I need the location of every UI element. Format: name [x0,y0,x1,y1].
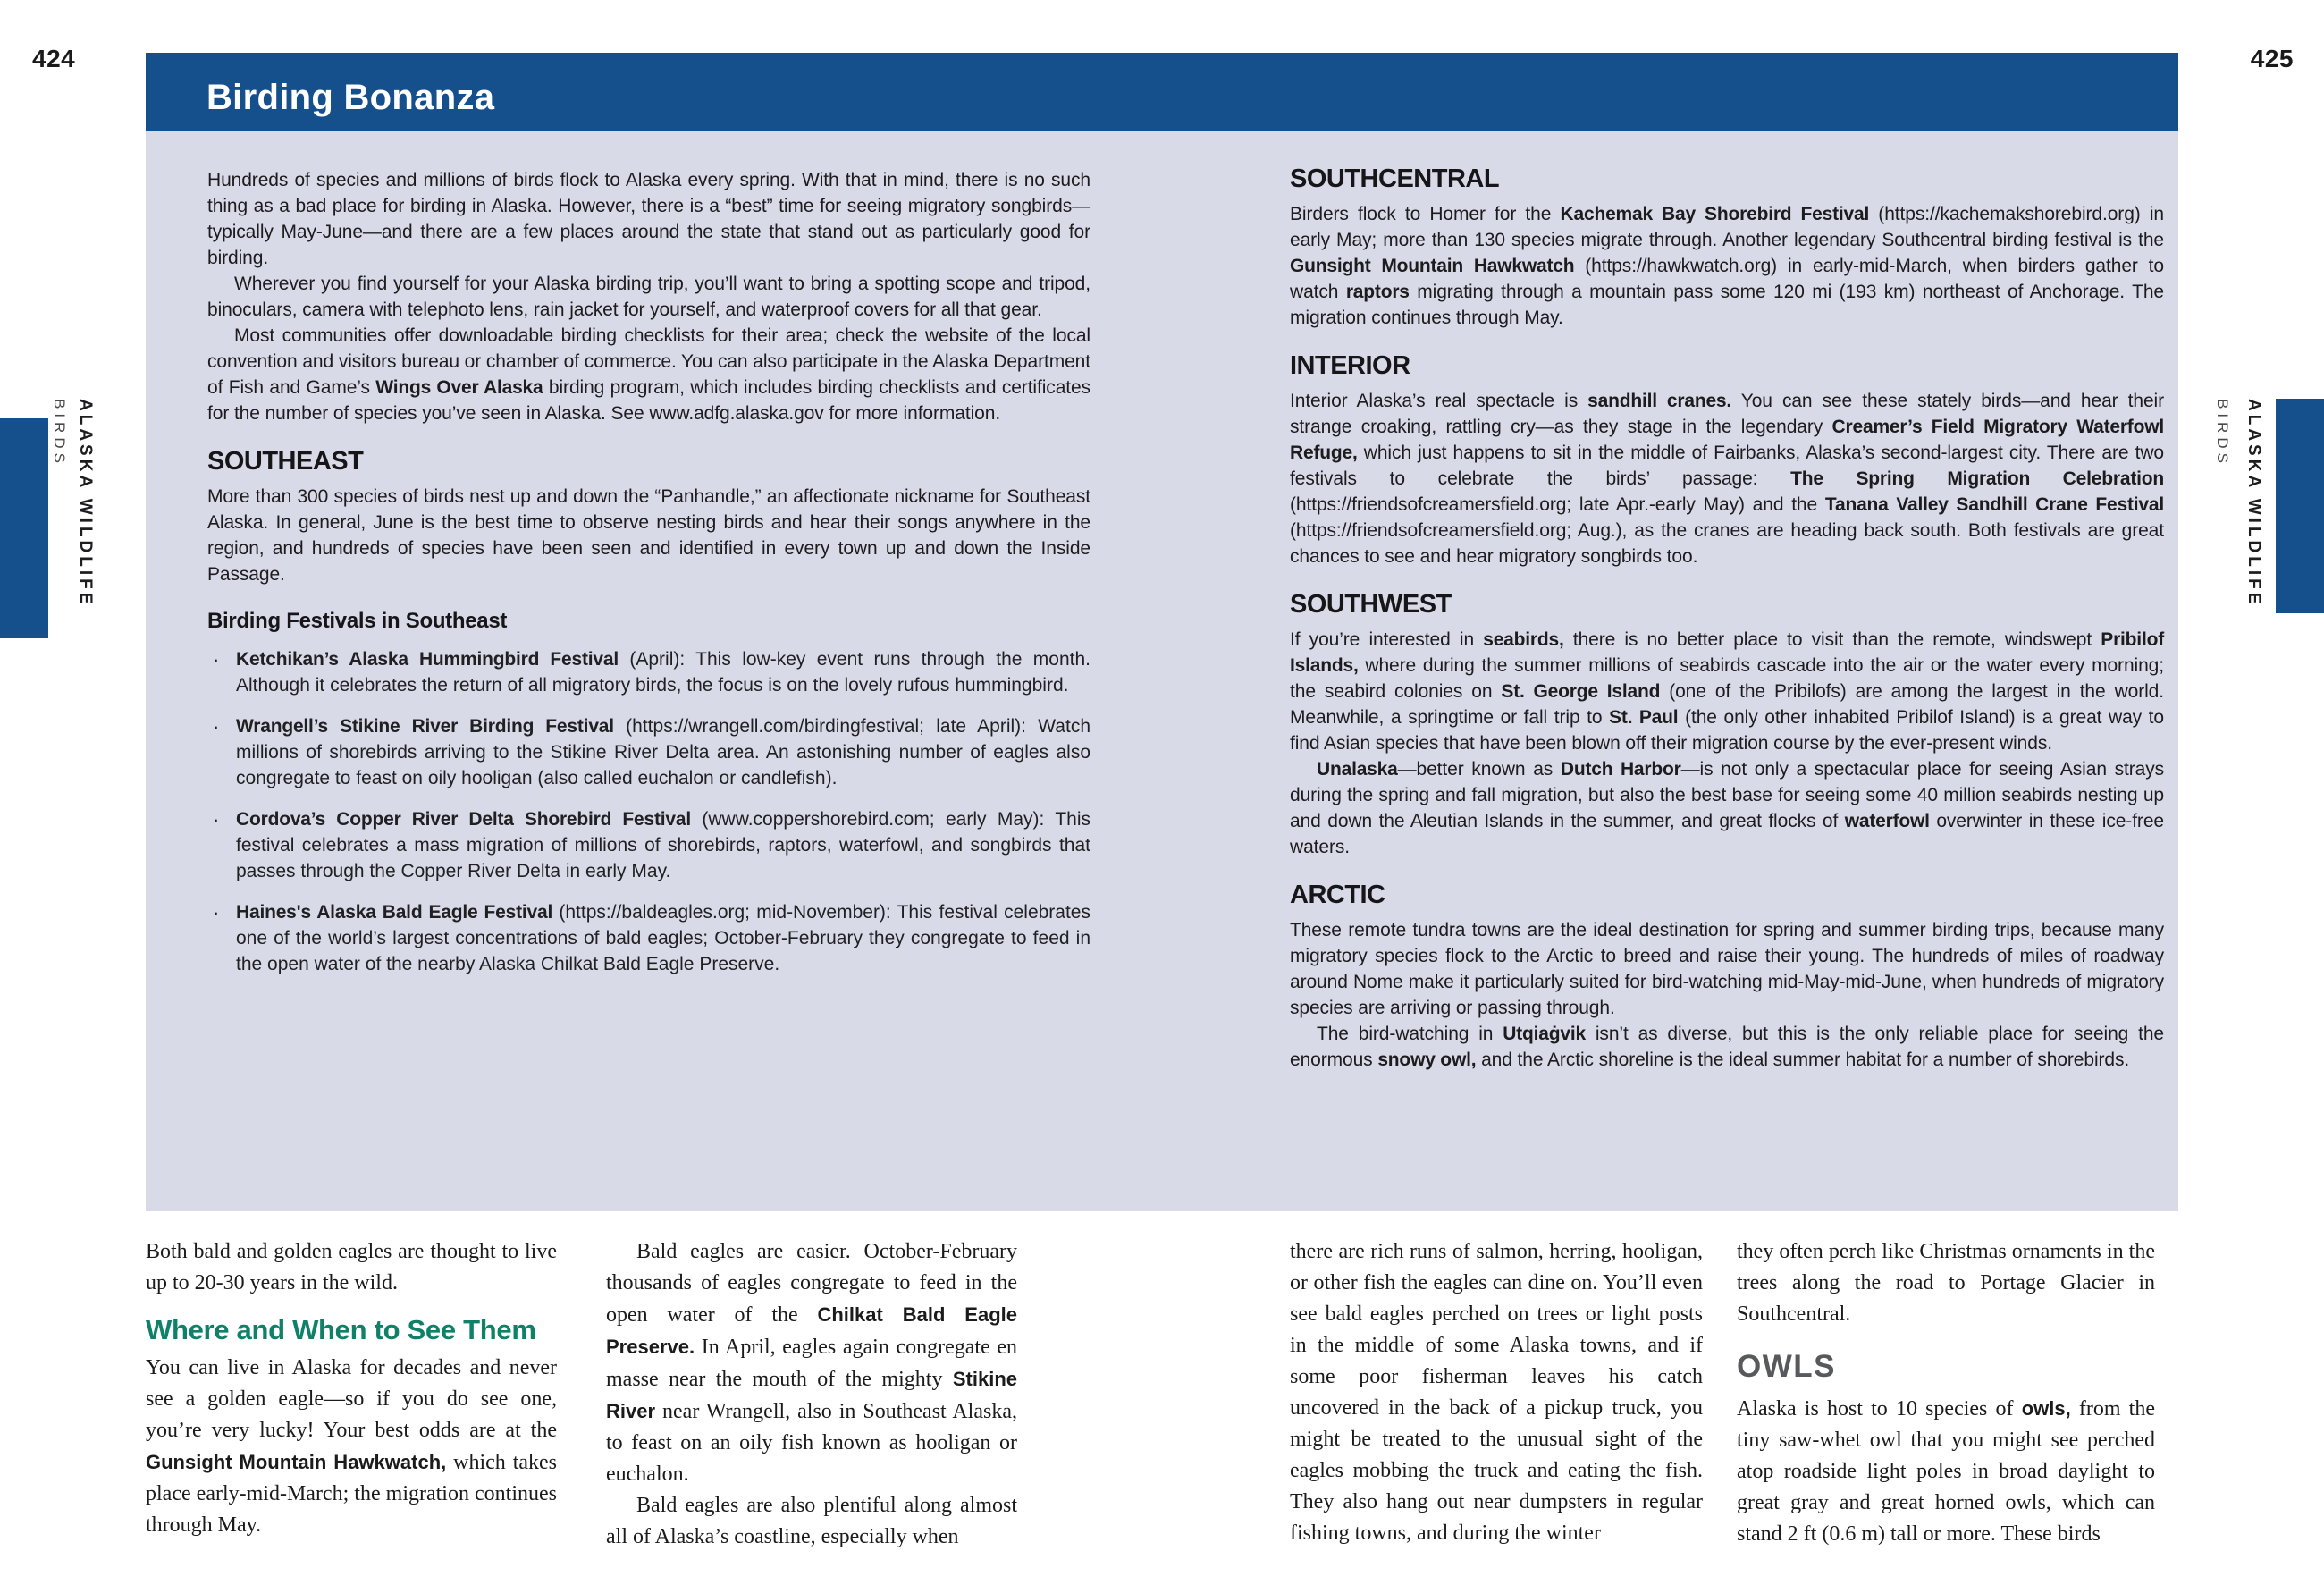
feature-box-title: Birding Bonanza [206,78,495,117]
text-run: The bird-watching in [1317,1024,1503,1044]
text-run: Alaska is host to 10 species of [1737,1397,2022,1421]
bold-keyword: St. George Island [1501,681,1661,702]
page-number-left: 424 [32,45,76,72]
text-run: (https://baldeagles.org; mid-November): This festival celebrates one of the world’s largest concentrations of bald eagles; October-February they congregate to feed in the open water of the nearby Alaska Chilkat Bald Eagle Preserve. [236,902,1090,974]
right-tab-chapter-label: ALASKA WILDLIFE [2244,399,2263,608]
section-heading-arctic: ARCTIC [1290,881,1385,909]
text-run: migrating through a mountain pass some 120 mi (193 km) northeast of Anchorage. The migration continues through May. [1290,282,2164,328]
article-column-1 [146,1236,557,1541]
text-run: More than 300 species of birds nest up and down the “Panhandle,” an affectionate nickname for Southeast Alaska. In general, June is the best time to observe nesting birds and hear their songs anywhere in the region, and hundreds of species have been seen and identified in every town up and down the Inside Passage. [207,486,1090,585]
section-heading-southwest: SOUTHWEST [1290,590,1452,619]
text-run: —better known as [1397,759,1561,780]
text-run: If you’re interested in [1290,629,1484,650]
paragraph [1737,1236,2155,1330]
section-heading-southeast: SOUTHEAST [207,447,364,476]
left-edge-tab-bar [0,418,48,638]
paragraph [1290,756,2164,860]
text-run: Bald eagles are easier. October-February thousands of eagles congregate to feed in the open water of the [606,1240,1017,1327]
text-run: isn’t as diverse, but this is the only reliable place for seeing the enormous [1290,1024,2165,1070]
bold-keyword: St. Paul [1609,707,1679,728]
paragraph [1737,1393,2155,1550]
list-item [207,713,1090,791]
text-run: These remote tundra towns are the ideal destination for spring and summer birding trips, because many migratory species flock to the Arctic to breed and raise their young. The hundreds of miles of roadway around Nome make it particularly suited for bird-watching mid-May-mid-June, when hundreds of migratory species are arriving or passing through. [1290,920,2164,1018]
text-run: (www.coppershorebird.com; early May): This festival celebrates a mass migration of millions of shorebirds, raptors, waterfowl, and songbirds that passes through the Copper River Delta in early May. [236,809,1090,881]
paragraph [1290,388,2164,569]
article-heading-owls: OWLS [1737,1349,1836,1384]
paragraph [1290,627,2164,756]
paragraph [606,1490,1017,1553]
right-tab-section-label: BIRDS [2214,399,2231,468]
paragraph [1290,917,2164,1021]
left-tab-section-label: BIRDS [51,399,68,468]
bold-keyword: The Spring Migration Celebration [1790,468,2165,489]
bold-keyword: Pribilof Islands, [1290,629,2164,676]
article-heading-where-and-when: Where and When to See Them [146,1314,536,1345]
text-run: Bald eagles are also plentiful along almost all of Alaska’s coastline, especially when [606,1494,1017,1548]
text-run: —is not only a spectacular place for seeing Asian strays during the spring and fall migration, but also the best base for seeing some 40 million seabirds nesting up and down the Aleutian Islands in the summer, and great flocks of [1290,759,2164,831]
text-run: (https://hawkwatch.org) in early-mid-March, when birders gather to watch [1290,256,2164,302]
text-run: Both bald and golden eagles are thought to live up to 20-30 years in the wild. [146,1240,557,1294]
bold-keyword: owls, [2021,1397,2071,1420]
bold-keyword: Stikine River [606,1368,1017,1422]
text-run: which just happens to sit in the middle of Fairbanks, Alaska’s second-largest city. There are two festivals to celebrate the birds’ passage: [1290,443,2164,489]
section-heading-interior: INTERIOR [1290,351,1410,380]
text-run: (April): This low-key event runs through the month. Although it celebrates the return of all migratory birds, the focus is on the lovely rufous hummingbird. [236,649,1091,696]
bold-keyword: Wrangell’s Stikine River Birding Festival [236,716,614,737]
subsection-heading-festivals: Birding Festivals in Southeast [207,609,508,633]
text-run: overwinter in these ice-free waters. [1290,811,2164,857]
paragraph [146,1236,557,1299]
left-tab-chapter-label: ALASKA WILDLIFE [76,399,95,608]
text-run: You can live in Alaska for decades and never see a golden eagle—so if you do see one, you’re very lucky! Your best odds are at the [146,1356,557,1442]
text-run: which takes place early-mid-March; the migration continues through May. [146,1451,558,1537]
paragraph [1290,1021,2164,1073]
box-right-column [1290,164,2164,1073]
text-run: there are rich runs of salmon, herring, hooligan, or other fish the eagles can dine on. You’ll even see bald eagles perched on trees or light posts in the middle of some Alaska towns, and if some poor fisherman leaves his catch uncovered in the back of a pickup truck, you might be treated to the unusual sight of the eagles mobbing the truck and eating the fish. They also hang out near dumpsters in regular fishing towns, and during the winter [1290,1240,1703,1545]
text-run: Birders flock to Homer for the [1290,204,1561,224]
text-run: Hundreds of species and millions of birds flock to Alaska every spring. With that in mind, there is no such thing as a bad place for birding in Alaska. However, there is a “best” time for seeing migratory songbirds—typically May-June—and there are a few places around the state that stand out as particularly good for birding. [207,170,1090,268]
bold-keyword: Ketchikan’s Alaska Hummingbird Festival [236,649,619,670]
paragraph [207,271,1090,323]
text-run: (https://friendsofcreamersfield.org; late Apr.-early May) and the [1290,494,1825,515]
paragraph [207,323,1090,426]
bold-keyword: Unalaska [1317,759,1398,780]
list-item [207,806,1090,884]
text-run: (one of the Pribilofs) are among the largest in the world. Meanwhile, a springtime or fall trip to [1290,681,2164,728]
box-left-column [207,167,1090,992]
section-heading-southcentral: SOUTHCENTRAL [1290,164,1500,193]
text-run: (the only other inhabited Pribilof Island) is a great way to find Asian species that have been blown off their migration course by the ever-present winds. [1290,707,2165,754]
list-item [207,646,1090,698]
text-run: there is no better place to visit than the remote, windswept [1563,629,2101,650]
text-run: Interior Alaska’s real spectacle is [1290,391,1588,411]
bold-keyword: Creamer’s Field Migratory Waterfowl Refuge, [1290,417,2164,463]
bold-keyword: Wings Over Alaska [375,377,543,398]
bold-keyword: Haines's Alaska Bald Eagle Festival [236,902,553,923]
bold-keyword: Cordova’s Copper River Delta Shorebird Festival [236,809,692,830]
text-run: (https://friendsofcreamersfield.org; Aug.), as the cranes are heading back south. Both festivals are great chances to see and hear migratory songbirds too. [1290,520,2164,567]
bold-keyword: Gunsight Mountain Hawkwatch [1290,256,1575,276]
list-item [207,899,1090,977]
bold-keyword: Dutch Harbor [1560,759,1681,780]
text-run: near Wrangell, also in Southeast Alaska, to feast on an oily fish known as hooligan or euchalon. [606,1400,1017,1486]
bold-keyword: snowy owl, [1377,1050,1477,1070]
bold-keyword: Chilkat Bald Eagle Preserve. [606,1303,1017,1358]
paragraph [606,1236,1017,1490]
text-run: You can see these stately birds—and hear their strange croaking, rattling cry—as they stage in the legendary [1290,391,2164,437]
bold-keyword: seabirds, [1483,629,1564,650]
article-column-2 [606,1236,1017,1553]
bold-keyword: sandhill cranes. [1587,391,1732,411]
bold-keyword: Tanana Valley Sandhill Crane Festival [1824,494,2165,515]
feature-box-header [146,53,2178,131]
text-run: where during the summer millions of seabirds cascade into the air or the water every morning; the seabird colonies on [1290,655,2164,702]
bold-keyword: waterfowl [1844,811,1930,831]
festival-list [207,646,1090,977]
text-run: Wherever you find yourself for your Alaska birding trip, you’ll want to bring a spotting scope and tripod, binoculars, camera with telephoto lens, rain jacket for yourself, and waterproof covers for all that gear. [207,274,1090,320]
right-edge-tab-bar [2276,399,2324,613]
paragraph [1290,1236,1703,1549]
text-run: and the Arctic shoreline is the ideal summer habitat for a number of shorebirds. [1476,1050,2130,1070]
paragraph [207,484,1090,587]
paragraph [146,1353,557,1541]
bold-keyword: Utqiaġvik [1503,1024,1586,1044]
text-run: they often perch like Christmas ornaments in the trees along the road to Portage Glacier in Southcentral. [1737,1240,2155,1326]
feature-box [146,131,2178,1211]
bold-keyword: raptors [1345,282,1410,302]
text-run: (https://wrangell.com/birdingfestival; late April): Watch millions of shorebirds arriving to the Stikine River Delta area. An astonishing number of eagles also congregate to feast on oily hooligan (also called euchalon or candlefish). [236,716,1090,788]
bold-keyword: Gunsight Mountain Hawkwatch, [146,1451,447,1473]
article-column-4 [1737,1236,2155,1550]
bold-keyword: Kachemak Bay Shorebird Festival [1560,204,1870,224]
text-run: (https://kachemakshorebird.org) in early May; more than 130 species migrate through. Another legendary Southcentral birding festival is the [1290,204,2164,250]
text-run: birding program, which includes birding checklists and certificates for the number of species you’ve seen in Alaska. See www.adfg.alaska.gov for more information. [207,377,1090,424]
paragraph [207,167,1090,271]
text-run: from the tiny saw-whet owl that you might see perched atop roadside light poles in broad daylight to great gray and great horned owls, which can stand 2 ft (0.6 m) tall or more. These birds [1737,1397,2155,1546]
paragraph [1290,201,2164,331]
article-column-3 [1290,1236,1703,1549]
text-run: Most communities offer downloadable birding checklists for their area; check the website of the local convention and visitors bureau or chamber of commerce. You can also participate in the Alaska Department of Fish and Game’s [207,325,1090,398]
text-run: In April, eagles again congregate en masse near the mouth of the mighty [606,1336,1017,1391]
page-number-right: 425 [2250,45,2294,72]
